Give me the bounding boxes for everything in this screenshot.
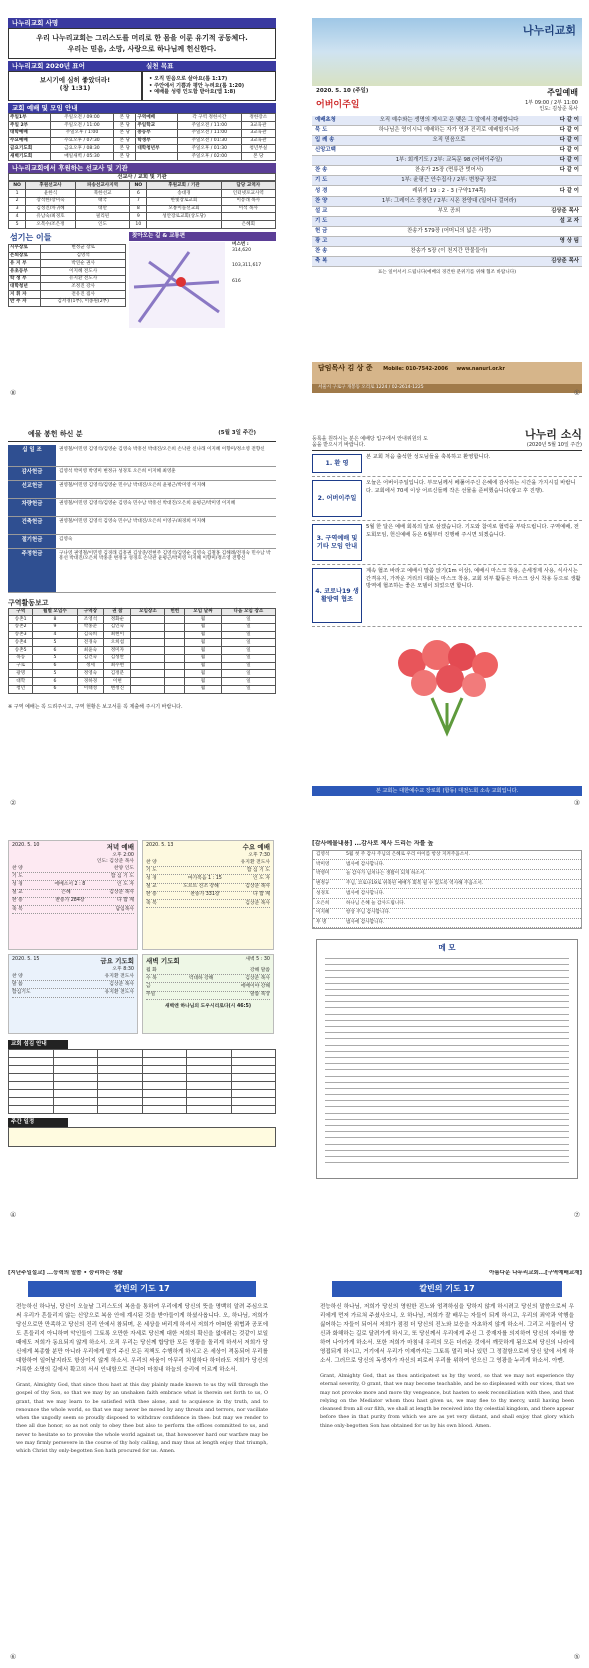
church-web: www.nanuri.or.kr	[456, 366, 505, 372]
prayer-left-header: [지난주일설교] ...능력의 말씀 • 승리하는 생활	[8, 1270, 123, 1276]
prayer-right-english: Grant, Almighty God, that as thou anticipatest us by thy word, so that we may not experience thy eternal severity, O grant, that we may become teachable, and be so displeased with our vices, that we may not provoke more and more thy vengeance, but hasten to seek reconciliation with thee, and that relying on the Mediator whom thou hast given us, we may flee to thy mercy, until having been cleansed from all our filth, we shall at length be received into thy celestial kingdom, and there appear before thee in that purity from which we are as yet very distant, and shall enjoy that glory which thine only-begotten Son has obtained for us by his own blood. Amen.	[320, 1373, 574, 1429]
news-date: (2020년 5월 10일 주간)	[526, 441, 582, 448]
memo-box	[316, 939, 578, 1179]
table-row: 대학 6 경하경 이현 월 일	[9, 678, 276, 686]
servants-map-section	[8, 232, 276, 332]
list-item: 1부: 회개기도 / 2부: 교독문 98 (어버이주일) 다 같 이	[312, 156, 582, 166]
prayer-right-title: 칼빈의 기도 17	[332, 1281, 562, 1297]
table-row: 대학예배 주일오후 / 1:00 본 당 중등부 주일오전 / 11:00 3교육관	[9, 129, 276, 137]
prayer-left-korean: 전능하신 하나님, 당신이 오늘날 그리스도의 복음을 통하여 우리에게 당신의 뜻을 명백히 알려 주심으로써 우리가 흔들리지 않는 신앙으로 복음 안에 계시된 것을 받아들이게 하셨사옵니다. 오, 하나님, 저희가 당신으로만 만족하고 당신의 진리 안에서 참되며, 온 세상을 버리게 하셔서 저희가 어떠한 위협과 공포에도 흔들리지 아니하며 악인들이 그토록 오만한 자세로 당신께 대한 저희의 확신을 없애려는 것같이 보일 때에도 저희가 동요되지 않게 하소서. 오직 우리는 당신께 합당한 모든 영광을 돌리게 하셔서 저희가 당신에게 복종할 분만 아니라 우리에게 맡겨 주신 모든 직책도 수행하게 하시고 온 세상이 격동되어 우리를 대항하여 일어날지라도 항상이지 않게 하소서. 우리의 싸움이 아무리 치열하다 하더라도 저희가 당신의 거룩한 소명의 길에서 확고히 서서 인내함으로 견디어 마침내 하늘의 승리에 이르게 하소서.	[16, 1303, 268, 1374]
worship-title: 주일예배	[547, 88, 578, 97]
list-item: 기 도 설 교 자	[312, 217, 582, 227]
worship-theme: 어버이주일	[316, 100, 360, 110]
table-row: 학 생 부 유지환 전도사	[9, 275, 126, 283]
page-prayer-right	[312, 1270, 582, 1662]
dawn-leader: 김상준 목사	[245, 975, 270, 981]
page-services	[8, 840, 276, 1220]
list-item: 3. 구역예배 및 기타 모임 안내 5월 한 달은 예배 회복의 달로 삼겠습니다. 기도와 참여로 협력을 부탁드립니다. 구역예배, 전도회모임, 헌신예배 등은 6월부터 진행해 주시면 되겠습니다.	[312, 521, 582, 565]
table-row: 2 장석한/장미숙 태국 7 한빛장로교회 이봉래 목사	[9, 197, 276, 205]
table-row: 은퇴장로 김영석	[9, 252, 126, 260]
memo-lines	[325, 953, 569, 1163]
wednesday-tile	[142, 840, 274, 950]
sun-time: 오후 2:00	[112, 853, 134, 859]
table-row: 시무장로 변정균 장로	[9, 244, 126, 252]
list-item: 기 도 1부: 윤평근 안수집사 / 2부: 변창규 장로	[312, 176, 582, 186]
list-item: 성 경 에베소서 2 : 8 인 도 자	[12, 881, 134, 889]
report-footnote: ※ 구역 예배는 꼭 드려주시고, 구역 현황은 보고서를 꼭 제출해 주시기 바랍니다.	[8, 703, 183, 710]
church-logo: 나누리교회	[522, 24, 576, 37]
table-row: 금요기도회 금요오후 / 08:30 본 당 대학청년부 주일오후 / 01:30 청년부실	[9, 145, 276, 153]
table-row: 주일1부 주일오전 / 09:00 본 당 구역예배 각 구역 정한시간 정한장소	[9, 114, 276, 122]
list-item: 설 교 부모 공외 김상준 목사	[312, 207, 582, 217]
memo-title: 메 모	[438, 943, 456, 953]
list-item: 이지혜 항상 주님 감사합니다.	[313, 909, 581, 919]
news-title: 나누리 소식	[525, 428, 582, 441]
carnation-illustration	[372, 633, 522, 743]
wed-date: 2020. 5. 13	[146, 843, 174, 848]
wed-time: 오후 7:30	[248, 853, 270, 859]
practice-bar: 실천 목표	[142, 61, 276, 71]
list-item: 주정헌금 구나영 권영철/이민영 김경래 김흥권 김상준/전현주 김영석/김영순 김영숙 김철홍 김해례/전경숙 민수남 박흥선 박대진/오은희 박홍준 변정규 성경호 손낙관 윤평근/박미영 이지혜 이향미/정소영 전향신	[8, 549, 276, 593]
bus-route: 314,620	[232, 247, 251, 253]
worship-note: 표는 일어서서 드립니다(예배의 경건한 분위기를 위해 협조 바랍니다)	[377, 270, 517, 276]
page-worship	[312, 18, 582, 398]
list-item: 절기헌금 김영숙	[8, 535, 276, 549]
list-item: 찬 양 유지환 전도사	[146, 859, 270, 867]
news-intro: 등록을 원하시는 분은 예배당 입구에서 안내위원의 도움을 받으시기 바랍니다.	[312, 435, 428, 448]
list-item: 김영석 5월 첫 주 감사 주님의 은혜로 우리 아이를 항상 지켜주옵소서.	[313, 851, 581, 861]
list-item: 찬 양 유지환 전도사	[12, 973, 134, 981]
church-address: 서울시 구로구 개봉동 오리로 1224 / 02-2614-1225	[312, 384, 582, 393]
motto-bar: 나누리교회 2020년 표어	[8, 61, 142, 71]
page-number: ⑤	[573, 1653, 580, 1662]
list-item: 기 도 합 심 기 도	[12, 873, 134, 881]
list-item: 예배초청 오직 예수와는 생명의 게시고 은 맺은 그 앞에서 경배합니다 다 같 이	[312, 116, 582, 126]
table-row: NO 후원선교사 파송선교사지역 NO 후원교회 / 기관 담당 교역자	[9, 182, 276, 190]
practice-item: • 예배를 성령 인도함 받아요(엡 1:8)	[149, 89, 236, 96]
table-row: 반 주 자 김서경(1부), 이종원(2부)	[9, 298, 126, 306]
table-row: 목동 5 김건숙 김성완 월 일	[9, 654, 276, 662]
table-row: 청년 6 이태성 변정진 월 일	[9, 685, 276, 693]
duty-section	[8, 1040, 276, 1147]
table-row: 지 휘 자 전유진 집사	[9, 291, 126, 299]
prayer-left-title: 칼빈의 기도 17	[28, 1281, 256, 1297]
list-item: 차량헌금 권영철/이민영 김영석/김영순 김영숙 민수남 박흥선 박대진/오은희 윤평근/박미영 이지혜	[8, 499, 276, 517]
fri-title: 금요 기도회	[100, 957, 134, 965]
mission-line: 우리 나누리교회는 그리스도를 머리로 한 몸을 이룬 유기적 공동체다.	[36, 34, 248, 43]
prayer-right-korean: 전능하신 하나님, 저희가 당신의 영원한 진노와 엄격하심을 당하지 않게 하시려고 당신의 말씀으로써 우리에게 먼저 가르쳐 주셨사오니, 오 하나님, 저희가 잘 배우는 자들이 되게 하시고, 우리의 죄악과 악행을 싫어하는 자들이 되어서 저희가 점점 더 당신의 진노와 보응을 자초하지 않게 하소서. 그리고 서둘러서 당신과 화해하는 길로 달려가게 하시고, 또 당신께서 우리에게 주신 그 중재자를 의지하여 당신의 자비를 향하여 나아가게 하소서. 또한 저희가 마침내 우리의 모든 더러운 것에서 깨끗하게 됨으로써 당신의 나라에 영접되게 하시고, 거기에서 우리가 이제까지는 그토록 멀리 떠나 있던 그 정결함으로써 당신 앞에 서게 하소서. 그러므로 당신의 독생자가 자신의 피로써 우리를 위하여 얻으신 그 영광을 누리게 하소서. 아멘.	[320, 1303, 574, 1365]
table-row	[9, 1097, 276, 1105]
table-row: 수요예배 수요오후 / 07:30 본 당 학생부 주일오전 / 01:30 3교육관	[9, 137, 276, 145]
missions-bar: 나누리교회에서 후원하는 선교사 및 기관	[8, 163, 276, 173]
offering-date: (5월 3일 주간)	[218, 430, 256, 436]
list-item: 축 복 담임목사	[12, 906, 134, 914]
report-title: 구역활동보고	[8, 598, 49, 607]
table-row	[9, 1073, 276, 1081]
list-item: 성 경 마가복음 1 : 15 인 도 자	[146, 875, 270, 883]
prayer-right-header: 아름다운 나누리교회...[구역예배교재]	[489, 1270, 582, 1276]
page-number: ⑧	[10, 389, 17, 398]
list-item: 성경호 범사에 감사합니다.	[313, 889, 581, 899]
missions-sub: 선교사 / 교회 및 기관	[8, 173, 276, 182]
motto-text: 보시기에 심히 좋았더라!	[39, 76, 111, 85]
friday-tile	[8, 954, 138, 1034]
table-row: 송촌3 4 김숙희 최현이 월 일	[9, 631, 276, 639]
page-number: ⑦	[573, 1211, 580, 1220]
missions-table	[8, 181, 276, 228]
sunday-evening-tile	[8, 840, 138, 950]
sun-leader: 인도: 김상준 목사	[96, 859, 134, 865]
table-row: 송촌2 9 박홍준 김인숙 월 일	[9, 623, 276, 631]
bus-route: 103,311,617	[232, 263, 262, 269]
practice-item: • 오직 믿음으로 살아요(롬 1:17)	[149, 76, 228, 83]
table-row: 송촌1 8 조영석 정화순 월 일	[9, 616, 276, 624]
page-number: ④	[10, 1211, 17, 1220]
page-thanks	[312, 840, 582, 1220]
table-row: 구역 월별 모임수 구역장 권 참 모임장소 헌헌 모임 날짜 다음 모임 장소	[9, 608, 276, 616]
list-item: 선교헌금 권영철/이민영 김영석/김영순 민수남 박대진/오은희 윤평근/박미영 이지혜	[8, 481, 276, 499]
list-item: 묵 도 하나님은 영이시니 예배하는 자가 영과 진리로 예배할지니라 다 같 이	[312, 126, 582, 136]
table-row: 유 지 부 박연순 권사	[9, 260, 126, 268]
prayer-left-english: Grant, Almighty God, that since thou hast at this day plainly made known to us thy will through the gospel of thy Son, so that we may by an unshaken faith embrace what is therein set forth to us, O grant, that we may learn to be satisfied with thee alone, and to acquiesce in thy truth, and to renounce the whole world, so that we may never be moved by any threats and terrors, nor vacillate when the ungodly seem so proudly disposed to withdraw confidence in thee: but may we render to thee all due honor, so as not only to obey thee but also to perform the offices committed to us, and never to hesitate so to provoke the whole world against us, that howsoever hard our warfare may be we may firmly persevere in the course of thy holy calling, and may thus at length enjoy that triumph, which Christ thy only-begotten Son hath procured for us. Amen.	[16, 1382, 268, 1455]
table-row: 유초등부 이지혜 전도사	[9, 268, 126, 276]
mission-bar: 나누리교회 사명	[8, 18, 276, 28]
list-item: 광 고 영 상 팀	[312, 237, 582, 247]
schedule-bar: 교회 예배 및 모임 안내	[8, 103, 276, 113]
list-item: 십 일 조 권영철/이민영 김영석/김영순 김영숙 박흥선 박대진/오은희 손낙관 신나래 이지혜 이향미/정소영 전향신	[8, 445, 276, 467]
wed-title: 수요 예배	[242, 843, 270, 851]
table-row: 구로 6 정세 최수현 월 일	[9, 662, 276, 670]
list-item: 축 복 김상준 목사	[146, 900, 270, 908]
table-row: 대학청년 조정진 강사	[9, 283, 126, 291]
duty-bar: 교회 섬김 안내	[8, 1040, 68, 1049]
pastor-bar	[312, 362, 582, 384]
list-item: 무 명 범사에 감사합니다.	[313, 919, 581, 929]
page-mission	[8, 18, 276, 398]
news-bottom: 본 교회는 대한예수교 장로회 (합동) 대전노회 소속 교회입니다.	[312, 786, 582, 797]
table-row	[9, 1065, 276, 1073]
table-row	[9, 1057, 276, 1065]
worship-leader: 인도: 김상준 목사	[539, 106, 578, 113]
list-item: 월 화 강해 말씀	[146, 967, 270, 975]
table-row: 5 오복수/조은정 인도 10 은혜회	[9, 221, 276, 229]
table-row: 주일 2부 주일오전 / 11:00 본 당 주일학교 주일오전 / 11:00 3교육관	[9, 122, 276, 130]
bus-label: 버스번 :	[232, 241, 249, 247]
page-offerings	[8, 428, 276, 808]
page-number: ③	[573, 799, 580, 808]
list-item: 입 례 송 오직 믿음으로 다 같 이	[312, 136, 582, 146]
thanks-title: [감사예물내용] ...감사로 제사 드리는 자를 높	[312, 840, 434, 847]
practice-item: • 주안에서 기쁨과 평안 누려요(롬 1:20)	[149, 82, 245, 89]
list-item: 헌 금 찬송가 579장 (어머니의 넓은 사랑)	[312, 227, 582, 237]
dawn-title: 새벽 기도회	[146, 957, 180, 965]
sun-date: 2020. 5. 10	[12, 843, 40, 848]
servants-table	[8, 244, 126, 307]
duty-table	[8, 1049, 276, 1114]
page-number: ⑥	[10, 1653, 17, 1662]
list-item: 오은희 하나님 은혜 늘 감사드립니다.	[313, 899, 581, 909]
table-row: 광명 5 정영숙 김정분 월 일	[9, 670, 276, 678]
table-row: 1 윤한식 북한선교 6 송대경 인터넷포교사역	[9, 190, 276, 198]
table-row	[9, 1089, 276, 1097]
motto-section	[8, 61, 276, 101]
worship-date: 2020. 5. 10 (주일)	[316, 88, 369, 94]
table-row: 송촌5 6 최윤숙 정미자 월 일	[9, 647, 276, 655]
motto-ref: (창 1:31)	[59, 84, 91, 93]
list-item: 1. 환 영 본 교회 처음 출석한 성도님들을 축복하고 환영합니다.	[312, 451, 582, 477]
table-row	[9, 1105, 276, 1113]
list-item: 찬 송 찬송가 5장 (이 천지간 만물들아)	[312, 247, 582, 257]
list-item: 건축헌금 권영철/이민영 김영석 김영숙 민수남 박대진/오은희 이영구/최경희 이지혜	[8, 517, 276, 535]
table-row: 4 유남숙/최경호 필리핀 9 성안장로교회(상도당)	[9, 213, 276, 221]
list-item: 신앙고백 다 같 이	[312, 146, 582, 156]
pastor-mobile: Mobile: 010-7542-2006	[383, 366, 449, 372]
page-number: ②	[10, 799, 17, 808]
list-item: 찬 송 찬송가 284장 다 함 께	[12, 898, 134, 906]
list-item: 찬 송 찬송가 25장 (면류관 벗어서) 다 같 이	[312, 166, 582, 176]
list-item: 설 교 은혜 김상준 목사	[12, 890, 134, 898]
list-item: 2. 어버이주일 오늘은 어버이주일입니다. 부모님께서 베풀어주신 은혜에 감사하는 시간을 가지시길 바랍니다. 교회에서 70세 이상 어르신들께 작은 선물을 준비했습니다(광고 후 진행).	[312, 477, 582, 521]
list-item: 설 교 도르트 신조 강해 김상준 목사	[146, 884, 270, 892]
list-item: 찬 송 찬송가 331장 다 함 께	[146, 892, 270, 900]
dawn-tile	[142, 954, 274, 1034]
mission-box	[8, 28, 276, 59]
list-item: 주일 말씀 묵상	[146, 992, 270, 1000]
dawn-note: 새벽엔 하나님의 도우시리로다(시 46:5)	[164, 1003, 252, 1009]
worship-order	[312, 116, 582, 268]
page-news	[312, 428, 582, 808]
list-item: 금 에배이야 강해	[146, 983, 270, 991]
map-graphic	[129, 242, 225, 328]
news-list	[312, 451, 582, 627]
bus-route: 616	[232, 279, 241, 285]
list-item: 찬 양 찬양 인도	[12, 865, 134, 873]
dawn-time: 새벽 5 : 30	[245, 957, 270, 962]
page-number: ①	[573, 389, 580, 398]
offering-list	[8, 445, 276, 593]
list-item: 축 복 김상준 목사	[312, 257, 582, 267]
list-item: 감사헌금 김영석 박미영 박영미 변정규 성경호 오은희 이지혜 최영훈	[8, 467, 276, 481]
week-bar: 주간 일정	[8, 1118, 68, 1127]
list-item: 4. 코로나19 생활방역 협조 계속 협조 바라고 예배시 말씀 앉기(1m 이상), 예배시 마스크 착용, 손세정제 사용, 식사시는 간격유지, 가까운 거리의 대화는 마스크 착용, 교회 외부 활동은 마스크 상시 착용 등으로 생활방역에 협조하는 좋은 모델이 되었으면 합니다.	[312, 565, 582, 627]
report-table	[8, 608, 276, 694]
memo-line	[325, 1157, 569, 1163]
list-item: 변정규 주님, 코로나19로 위축된 예배가 회복 될 수 있도록 역사해 주옵소서.	[313, 880, 581, 890]
list-item: 찬 양 1부: 그레이스 중창단 / 2부: 시온 찬양대 (일어나 걸어라)	[312, 197, 582, 207]
week-box	[8, 1127, 276, 1147]
list-item: 수 목 역대하 강해 김상준 목사	[146, 975, 270, 983]
pastor-name: 담임목사 김 상 준	[318, 364, 373, 372]
banner-image	[312, 18, 582, 86]
table-row	[9, 1049, 276, 1057]
list-item: 합심기도 유지환 전도사	[12, 989, 134, 997]
map-title: 찾아오는 길 & 교통편	[129, 232, 276, 241]
list-item: 말 씀 김상준 목사	[12, 981, 134, 989]
table-row: 새벽기도회 매일새벽 / 05:30 본 당 주일오후 / 02:00 본 당	[9, 153, 276, 161]
list-item: 박영미 늘 감사가 넘쳐나는 생활이 되게 하소서.	[313, 870, 581, 880]
page-prayer-left	[8, 1270, 276, 1662]
table-row	[9, 1081, 276, 1089]
fri-time: 오후 8:30	[112, 967, 134, 973]
offering-title: 예물 봉헌 하신 분	[28, 430, 83, 438]
schedule-table	[8, 113, 276, 160]
list-item: 박미영 범사에 감사합니다.	[313, 860, 581, 870]
worship-times: 1부 09:00 / 2부 11:00	[525, 100, 578, 106]
list-item: 성 경 레위기 19 : 2 - 3 (구약174쪽) 다 같 이	[312, 186, 582, 196]
servants-title: 섬기는 이들	[10, 232, 52, 242]
fri-date: 2020. 5. 15	[12, 957, 40, 962]
table-row: 3 김성진/차귀혜 대만 8 모퉁이돌선교회 이석 목사	[9, 205, 276, 213]
table-row: 송촌4 5 전경숙 오희섭 월 일	[9, 639, 276, 647]
sun-title: 저녁 예배	[106, 843, 134, 851]
list-item: 기 도 합 심 기 도	[146, 867, 270, 875]
thanks-list	[312, 850, 582, 930]
mission-line: 우리는 믿음, 소망, 사랑으로 하나님께 헌신한다.	[67, 44, 217, 53]
